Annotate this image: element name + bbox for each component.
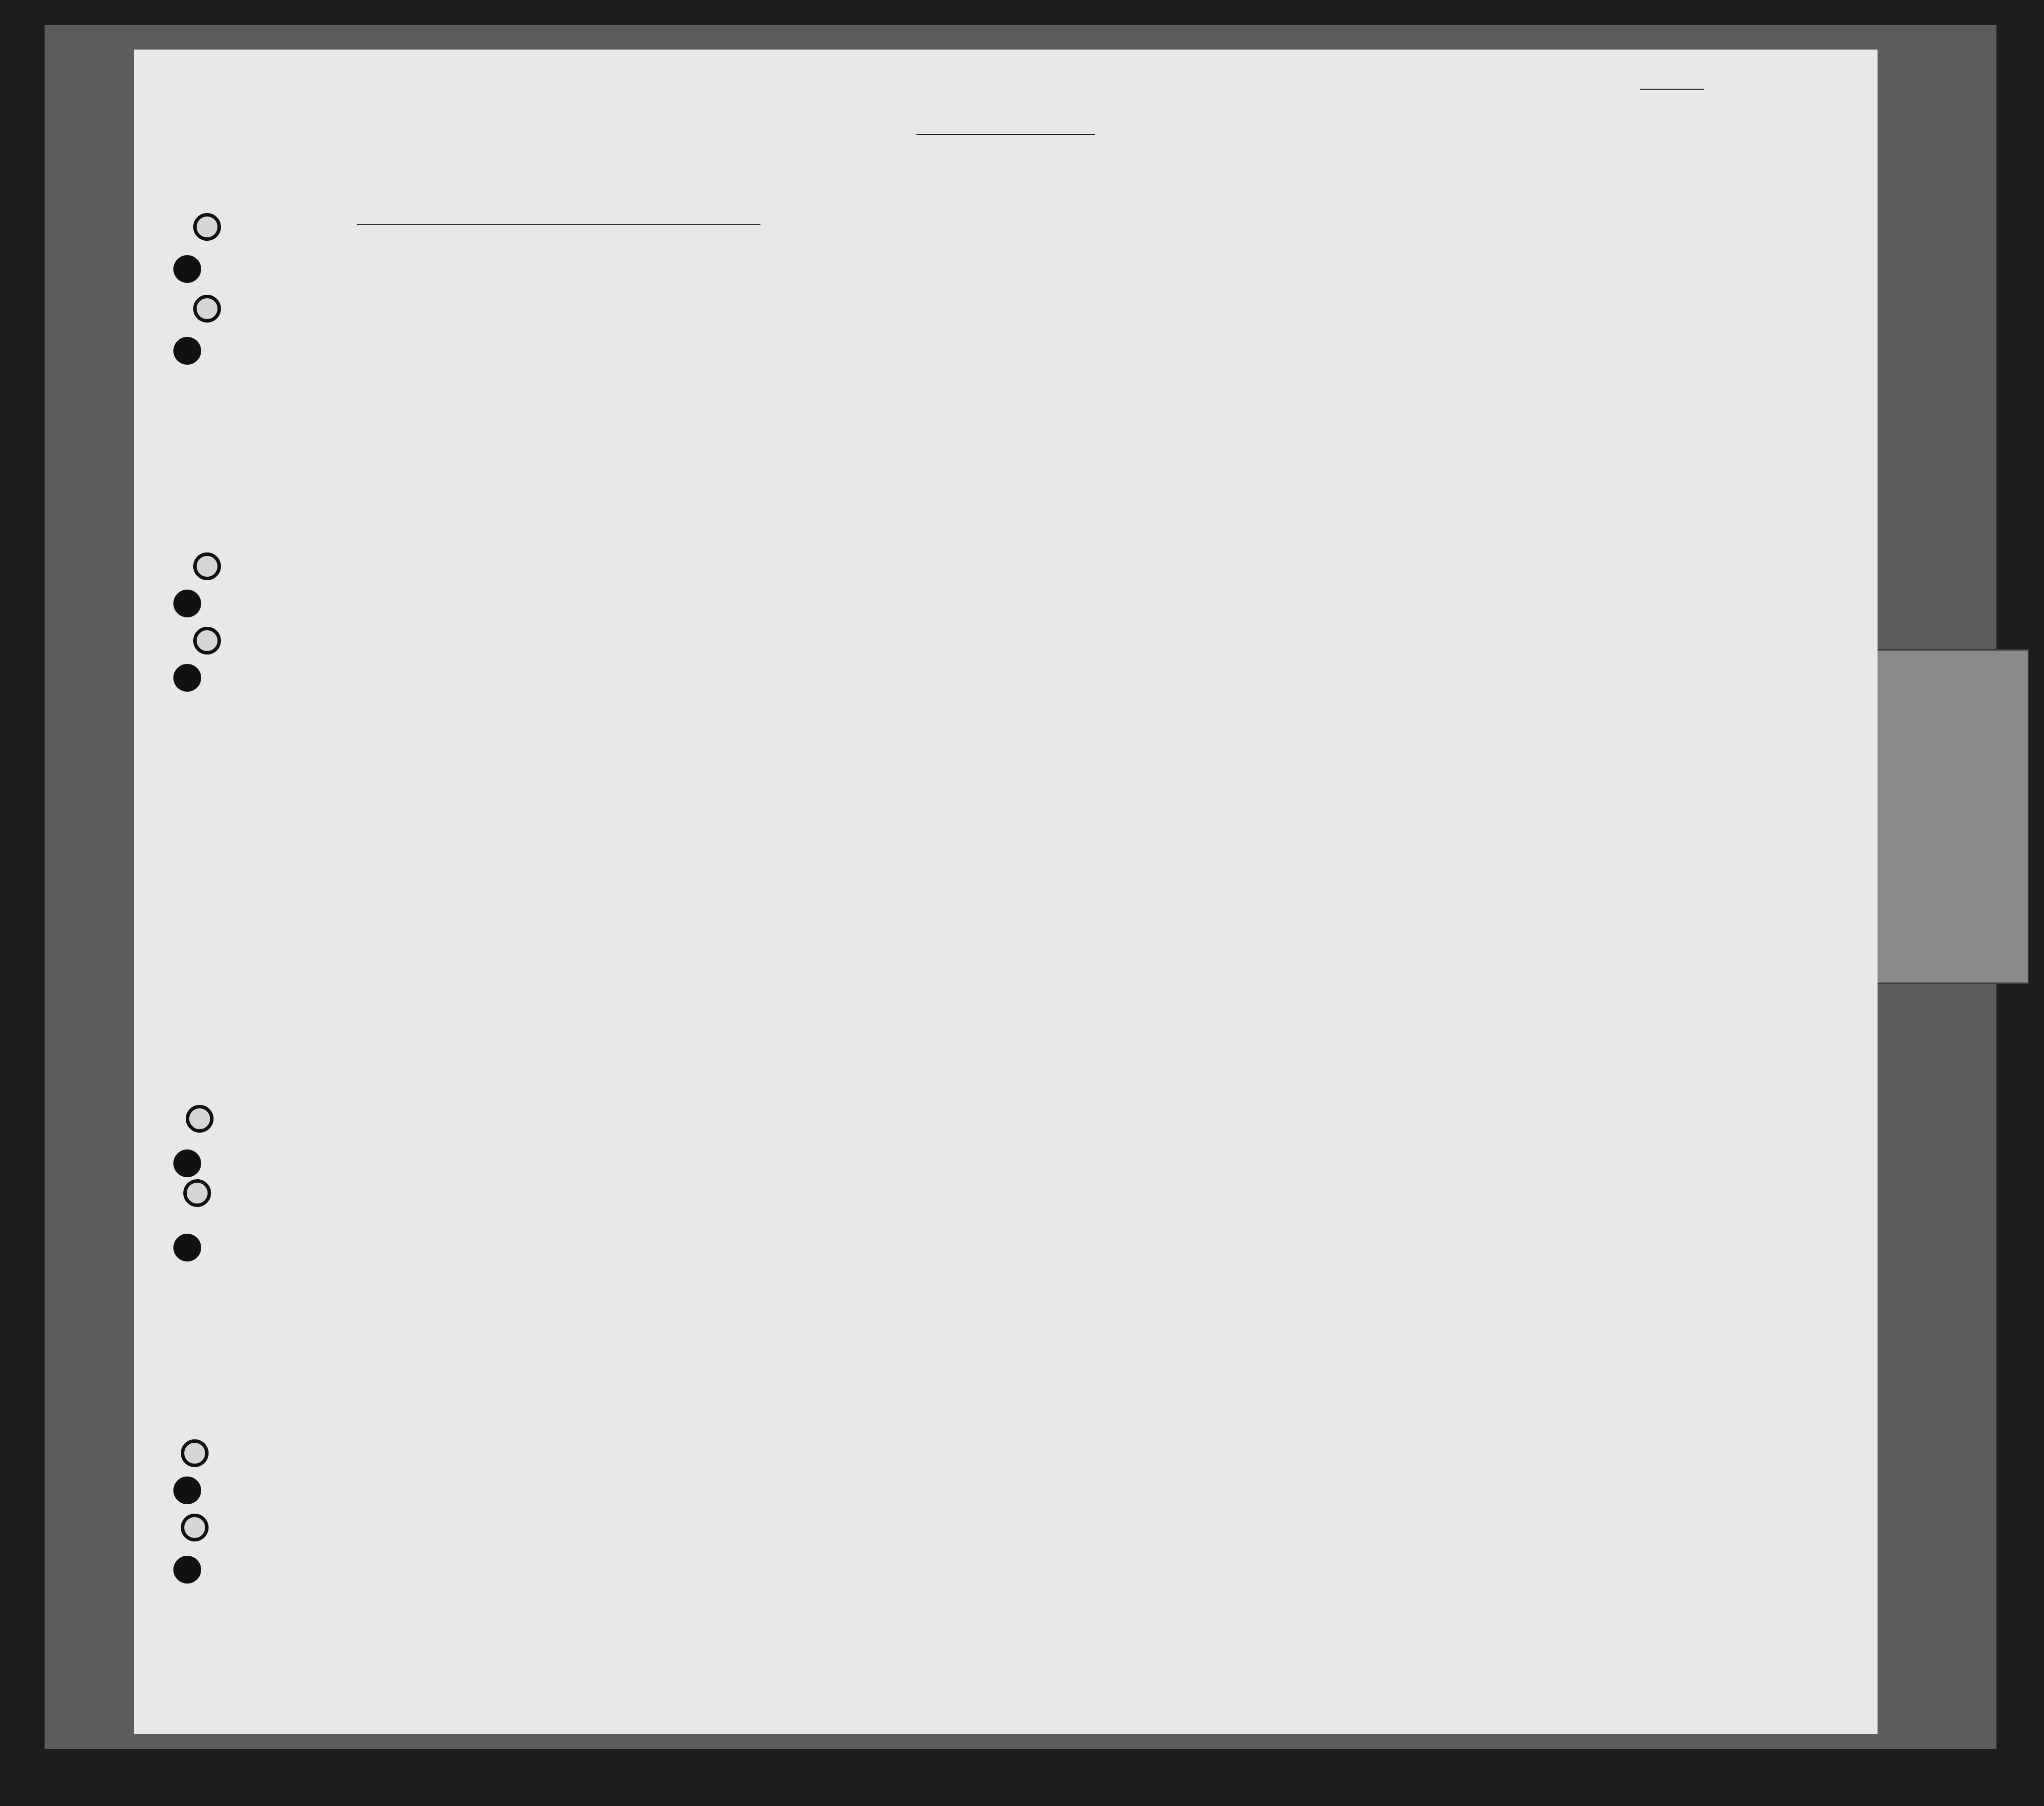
manifest-sheet — [134, 50, 1878, 1734]
sheet-number — [1640, 89, 1704, 90]
binder-hole — [173, 255, 201, 283]
sheet-number-field — [1640, 77, 1704, 94]
binder-hole — [173, 664, 201, 692]
binder-hole — [173, 1149, 201, 1177]
binder-hole — [181, 1514, 209, 1541]
binder-hole — [173, 590, 201, 617]
binder-hole — [186, 1105, 214, 1133]
binder-hole — [181, 1439, 209, 1467]
binder-hole — [183, 1179, 211, 1207]
title-underline — [916, 134, 1095, 135]
binder-hole — [193, 552, 221, 580]
binder-hole — [173, 1234, 201, 1261]
binder-hole — [173, 1477, 201, 1504]
binder-hole — [193, 627, 221, 655]
binder-hole — [173, 337, 201, 365]
vessel-line — [134, 198, 1878, 228]
attached-slip — [1863, 649, 2029, 984]
binder-hole — [193, 295, 221, 323]
binder-hole — [173, 1556, 201, 1584]
